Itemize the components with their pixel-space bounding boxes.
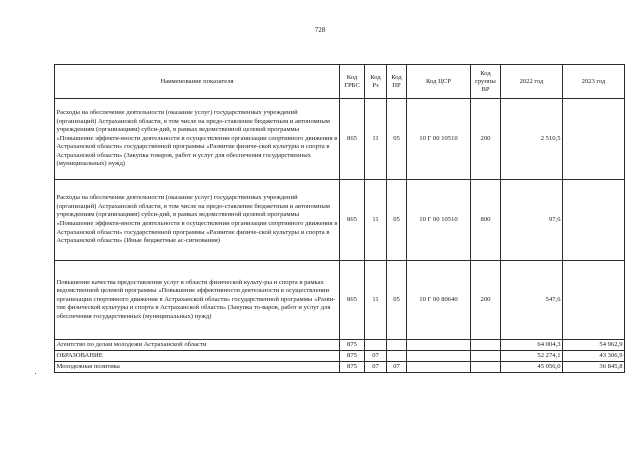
row-name: Повышение качества предоставления услуг в области физической культу-ры и спорта в рамках ведомственной целевой программы «Повышение эффективности деятельности в осуществлении организации спортивного движения в Астраханской области» государственной программы «Разви-тие физической культуры и спорта в Астраханской области» (Закупка то-варов, работ и услуг для обеспечения государственных (муниципальных) нужд) — [55, 261, 340, 340]
row-pr: 05 — [387, 261, 407, 340]
row-grbs: 865 — [340, 99, 365, 180]
row-csr: 10 Г 00 10510 — [407, 180, 471, 261]
row-2023 — [563, 99, 625, 180]
scan-speck — [35, 373, 36, 374]
header-csr: Код ЦСР — [407, 65, 471, 99]
row-name: Расходы на обеспечение деятельности (оказание услуг) государственных учреждений (организаций) Астраханской области, в том числе на предо-ставление бюджетным и автономным учреждениям (организациям) субси-дий, в рамках ведомственной целевой программы «Повышение эффекти-вности деятельности в осуществлении организации спортивного движения в Астраханской области» государственной программы «Развитие физиче-ской культуры и спорта в Астраханской области» (Закупка товаров, работ и услуг для обеспечения государственных (муниципальных) нужд) — [55, 99, 340, 180]
header-rz: Код Рз — [365, 65, 387, 99]
row-rz: 07 — [365, 362, 387, 373]
header-2022: 2022 год — [501, 65, 563, 99]
row-name: Агентство по делам молодежи Астраханской области — [55, 340, 340, 351]
row-2022: 52 274,1 — [501, 351, 563, 362]
row-pr: 05 — [387, 99, 407, 180]
table-row — [55, 180, 625, 261]
header-pr: Код ПР — [387, 65, 407, 99]
row-2022: 547,6 — [501, 261, 563, 340]
table-row — [55, 340, 625, 351]
row-2023: 43 306,9 — [563, 351, 625, 362]
budget-table — [54, 64, 625, 373]
row-rz: 07 — [365, 351, 387, 362]
row-vr: 800 — [471, 180, 501, 261]
row-vr — [471, 351, 501, 362]
row-2023: 54 962,9 — [563, 340, 625, 351]
row-pr — [387, 351, 407, 362]
table-row — [55, 351, 625, 362]
row-2022: 45 056,0 — [501, 362, 563, 373]
row-csr: 10 Г 00 80640 — [407, 261, 471, 340]
header-2023: 2023 год — [563, 65, 625, 99]
row-2022: 64 004,3 — [501, 340, 563, 351]
row-pr: 07 — [387, 362, 407, 373]
row-vr: 200 — [471, 99, 501, 180]
table-row — [55, 261, 625, 340]
row-csr — [407, 340, 471, 351]
row-rz: 11 — [365, 99, 387, 180]
row-vr — [471, 340, 501, 351]
row-2023 — [563, 180, 625, 261]
row-rz — [365, 340, 387, 351]
row-name: ОБРАЗОВАНИЕ — [55, 351, 340, 362]
row-pr: 05 — [387, 180, 407, 261]
header-grbs: Код ГРБС — [340, 65, 365, 99]
row-name: Расходы на обеспечение деятельности (оказание услуг) государственных учреждений (организаций) Астраханской области, в том числе на предо-ставление бюджетным и автономным учреждениям (организациям) субси-дий, в рамках ведомственной целевой программы «Повышение эффекти-вности деятельности в осуществлении организации спортивного движения в Астраханской области» государственной программы «Развитие физиче-ской культуры и спорта в Астраханской области» (Иные бюджетные ас-сигнования) — [55, 180, 340, 261]
table-header-row — [55, 65, 625, 99]
row-vr — [471, 362, 501, 373]
row-2023: 36 845,8 — [563, 362, 625, 373]
row-rz: 11 — [365, 261, 387, 340]
page-number: 728 — [314, 26, 326, 34]
row-csr — [407, 362, 471, 373]
row-2023 — [563, 261, 625, 340]
row-grbs: 875 — [340, 351, 365, 362]
row-csr: 10 Г 00 10510 — [407, 99, 471, 180]
row-csr — [407, 351, 471, 362]
row-pr — [387, 340, 407, 351]
row-grbs: 875 — [340, 340, 365, 351]
row-grbs: 865 — [340, 180, 365, 261]
row-vr: 200 — [471, 261, 501, 340]
row-2022: 97,6 — [501, 180, 563, 261]
header-vr: Код группы ВР — [471, 65, 501, 99]
row-rz: 11 — [365, 180, 387, 261]
table-row — [55, 362, 625, 373]
row-name: Молодежная политика — [55, 362, 340, 373]
table-row — [55, 99, 625, 180]
header-name: Наименование показателя — [55, 65, 340, 99]
row-grbs: 865 — [340, 261, 365, 340]
row-grbs: 875 — [340, 362, 365, 373]
row-2022: 2 510,5 — [501, 99, 563, 180]
